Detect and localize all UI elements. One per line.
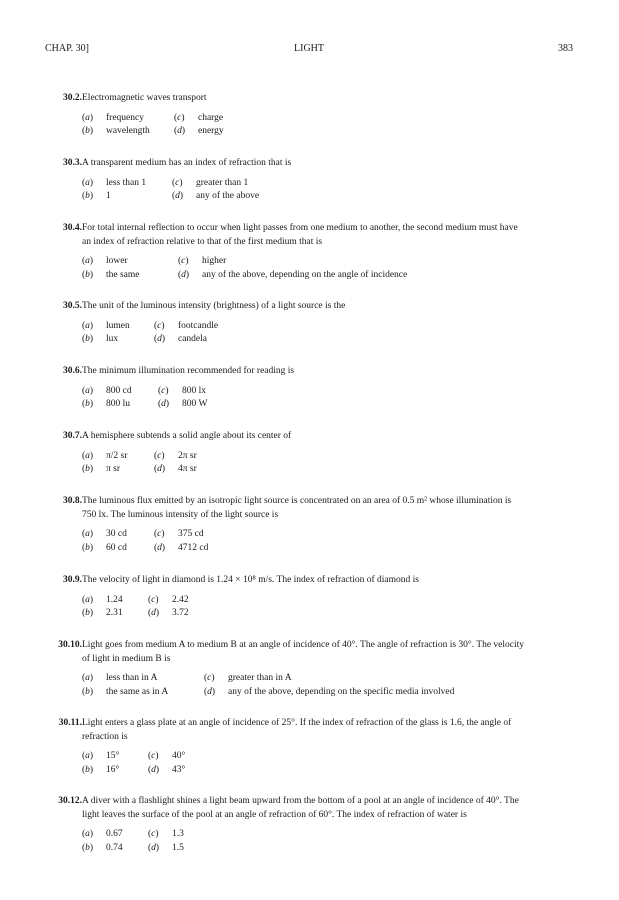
option-text: 43° bbox=[172, 764, 186, 775]
option-text: greater than in A bbox=[228, 673, 292, 683]
option-label: (c) bbox=[148, 751, 159, 761]
option-label: (b) bbox=[82, 842, 94, 853]
answer-option bbox=[82, 398, 158, 412]
page-title: LIGHT bbox=[294, 43, 324, 54]
option-text: 1.24 bbox=[106, 594, 123, 605]
answer-option bbox=[82, 828, 148, 842]
option-letter: b bbox=[85, 334, 90, 344]
answer-option bbox=[82, 112, 174, 126]
answer-option bbox=[82, 450, 154, 464]
option-text: 1.5 bbox=[172, 842, 184, 853]
stem-line: Electromagnetic waves transport bbox=[82, 93, 207, 103]
answer-option bbox=[154, 450, 197, 464]
answer-options bbox=[82, 594, 575, 621]
question bbox=[45, 365, 575, 412]
option-text: 2π sr bbox=[178, 450, 197, 461]
option-label: (d) bbox=[172, 191, 184, 201]
option-letter: a bbox=[85, 385, 90, 396]
option-label: (c) bbox=[174, 112, 185, 123]
question-number: 30.9. bbox=[63, 575, 82, 585]
question-number: 30.2. bbox=[63, 93, 82, 103]
answer-option bbox=[154, 320, 218, 334]
question bbox=[45, 92, 575, 139]
option-text: charge bbox=[198, 112, 224, 123]
option-label: (d) bbox=[174, 126, 186, 136]
stem-line: 750 lx. The luminous intensity of the light source is bbox=[82, 509, 279, 520]
option-text: 800 lx bbox=[182, 385, 207, 396]
option-letter: c bbox=[207, 673, 212, 683]
option-label: (c) bbox=[154, 529, 165, 539]
question-stem bbox=[82, 157, 575, 171]
answer-option bbox=[82, 333, 154, 347]
answer-option bbox=[172, 177, 248, 191]
answer-options bbox=[82, 112, 575, 139]
option-text: frequency bbox=[106, 112, 144, 123]
option-label: (d) bbox=[154, 334, 166, 344]
option-label: (a) bbox=[82, 112, 94, 123]
option-label: (a) bbox=[82, 594, 94, 605]
option-letter: a bbox=[85, 673, 90, 683]
option-label: (d) bbox=[154, 542, 166, 553]
option-label: (b) bbox=[82, 269, 94, 280]
answer-option bbox=[82, 125, 174, 139]
option-text: 800 lu bbox=[106, 399, 131, 409]
option-letter: b bbox=[85, 126, 90, 136]
page-number: 383 bbox=[558, 43, 573, 54]
option-letter: a bbox=[85, 829, 90, 839]
option-letter: b bbox=[85, 191, 90, 201]
question bbox=[45, 495, 575, 555]
option-letter: c bbox=[177, 112, 182, 123]
answer-option bbox=[148, 750, 185, 764]
question-number: 30.3. bbox=[63, 158, 82, 168]
question-number: 30.5. bbox=[63, 301, 82, 311]
question-number: 30.10. bbox=[58, 640, 82, 650]
answer-option bbox=[174, 125, 224, 139]
option-label: (c) bbox=[172, 177, 183, 188]
option-text: 0.74 bbox=[106, 842, 123, 853]
answer-options bbox=[82, 255, 575, 282]
question-stem bbox=[82, 92, 575, 106]
option-label: (c) bbox=[154, 320, 165, 331]
option-text: π/2 sr bbox=[106, 450, 128, 461]
question-number: 30.8. bbox=[63, 496, 82, 506]
option-letter: b bbox=[85, 269, 90, 280]
option-label: (d) bbox=[158, 399, 170, 409]
question-stem bbox=[82, 574, 575, 588]
answer-option bbox=[204, 686, 454, 700]
option-letter: b bbox=[85, 399, 90, 409]
option-letter: c bbox=[157, 529, 162, 539]
question-number: 30.4. bbox=[63, 223, 82, 233]
answer-option bbox=[82, 528, 154, 542]
question bbox=[45, 430, 575, 477]
option-text: 0.67 bbox=[106, 829, 123, 839]
option-text: 30 cd bbox=[106, 529, 127, 539]
option-letter: b bbox=[85, 764, 90, 775]
option-letter: a bbox=[85, 320, 90, 331]
option-label: (a) bbox=[82, 829, 94, 839]
option-text: any of the above bbox=[196, 191, 260, 201]
answer-option bbox=[158, 398, 207, 412]
option-letter: d bbox=[175, 191, 180, 201]
stem-line: The unit of the luminous intensity (brightness) of a light source is the bbox=[82, 301, 346, 311]
question-stem bbox=[82, 222, 575, 249]
option-text: 375 cd bbox=[178, 529, 204, 539]
question-stem bbox=[82, 365, 575, 379]
option-label: (b) bbox=[82, 399, 94, 409]
answer-option bbox=[154, 463, 197, 477]
answer-option bbox=[158, 385, 206, 399]
answer-option bbox=[82, 686, 204, 700]
option-text: 3.72 bbox=[172, 608, 189, 618]
option-label: (a) bbox=[82, 177, 94, 188]
answer-option bbox=[148, 764, 185, 778]
option-letter: b bbox=[85, 842, 90, 853]
answer-options bbox=[82, 828, 575, 855]
answer-options bbox=[82, 320, 575, 347]
answer-options bbox=[82, 450, 575, 477]
option-letter: d bbox=[157, 542, 162, 553]
answer-option bbox=[154, 542, 208, 556]
answer-options bbox=[82, 528, 575, 555]
stem-line: light leaves the surface of the pool at an angle of refraction of 60°. The index of refraction of water is bbox=[82, 809, 467, 820]
option-text: lower bbox=[106, 256, 128, 266]
answer-option bbox=[82, 463, 154, 477]
option-letter: d bbox=[151, 842, 156, 853]
question-stem bbox=[82, 717, 575, 744]
question bbox=[45, 717, 575, 777]
option-text: wavelength bbox=[106, 126, 150, 136]
question-number: 30.7. bbox=[63, 431, 82, 441]
question bbox=[45, 639, 575, 699]
question bbox=[45, 300, 575, 347]
question bbox=[45, 795, 575, 855]
option-text: the same as in A bbox=[106, 686, 169, 697]
answer-option bbox=[82, 269, 178, 283]
option-text: 800 W bbox=[182, 399, 208, 409]
option-text: candela bbox=[178, 334, 208, 344]
option-label: (d) bbox=[178, 269, 190, 280]
option-label: (a) bbox=[82, 256, 94, 266]
option-letter: c bbox=[151, 751, 156, 761]
question-number: 30.6. bbox=[63, 366, 82, 376]
option-text: lumen bbox=[106, 320, 130, 331]
option-label: (d) bbox=[204, 686, 216, 697]
option-text: any of the above, depending on the angle of incidence bbox=[202, 269, 408, 280]
option-label: (c) bbox=[158, 385, 169, 396]
option-letter: d bbox=[157, 334, 162, 344]
option-label: (d) bbox=[148, 842, 160, 853]
stem-line: The velocity of light in diamond is 1.24 × 10⁸ m/s. The index of refraction of diamond is bbox=[82, 575, 419, 585]
option-label: (b) bbox=[82, 126, 94, 136]
option-letter: d bbox=[161, 399, 166, 409]
stem-line: A transparent medium has an index of refraction that is bbox=[82, 158, 292, 168]
stem-line: A diver with a flashlight shines a light beam upward from the bottom of a pool at an angle of incidence of 40°. The bbox=[82, 796, 519, 806]
option-label: (a) bbox=[82, 751, 94, 761]
option-label: (a) bbox=[82, 320, 94, 331]
answer-option bbox=[154, 528, 204, 542]
option-label: (b) bbox=[82, 464, 94, 474]
option-label: (c) bbox=[154, 450, 165, 461]
answer-option bbox=[82, 190, 172, 204]
option-letter: a bbox=[85, 594, 90, 605]
option-letter: c bbox=[161, 385, 166, 396]
stem-line: The minimum illumination recommended for reading is bbox=[82, 366, 295, 376]
option-label: (b) bbox=[82, 334, 94, 344]
option-letter: a bbox=[85, 256, 90, 266]
question-number: 30.12. bbox=[58, 796, 82, 806]
answer-option bbox=[82, 542, 154, 556]
question bbox=[45, 574, 575, 621]
question-stem bbox=[82, 639, 575, 666]
answer-option bbox=[148, 607, 189, 621]
answer-option bbox=[82, 750, 148, 764]
option-letter: c bbox=[151, 829, 156, 839]
option-letter: d bbox=[151, 608, 156, 618]
option-text: 40° bbox=[172, 751, 186, 761]
answer-option bbox=[172, 190, 259, 204]
option-text: lux bbox=[106, 334, 119, 344]
question bbox=[45, 222, 575, 282]
option-letter: c bbox=[157, 320, 162, 331]
question-stem bbox=[82, 430, 575, 444]
option-text: footcandle bbox=[178, 320, 219, 331]
option-label: (b) bbox=[82, 608, 94, 618]
option-letter: a bbox=[85, 177, 90, 188]
option-text: energy bbox=[198, 126, 224, 136]
option-label: (d) bbox=[148, 608, 160, 618]
answer-option bbox=[82, 255, 178, 269]
answer-options bbox=[82, 672, 575, 699]
option-label: (b) bbox=[82, 686, 94, 697]
option-text: 4712 cd bbox=[178, 542, 209, 553]
option-letter: b bbox=[85, 464, 90, 474]
option-letter: c bbox=[151, 594, 156, 605]
option-text: 60 cd bbox=[106, 542, 127, 553]
option-text: π sr bbox=[106, 464, 121, 474]
option-letter: b bbox=[85, 542, 90, 553]
option-label: (a) bbox=[82, 673, 94, 683]
option-letter: a bbox=[85, 450, 90, 461]
question-stem bbox=[82, 795, 575, 822]
answer-option bbox=[82, 177, 172, 191]
option-label: (a) bbox=[82, 385, 94, 396]
answer-option bbox=[82, 842, 148, 856]
answer-option bbox=[148, 594, 189, 608]
option-text: greater than 1 bbox=[196, 177, 249, 188]
option-text: 16° bbox=[106, 764, 120, 775]
option-label: (a) bbox=[82, 529, 94, 539]
option-letter: c bbox=[157, 450, 162, 461]
option-text: 800 cd bbox=[106, 385, 132, 396]
stem-line: For total internal reflection to occur when light passes from one medium to another, the second medium must have bbox=[82, 223, 518, 233]
option-letter: b bbox=[85, 608, 90, 618]
chapter-label: CHAP. 30] bbox=[45, 43, 89, 54]
option-letter: a bbox=[85, 751, 90, 761]
page-header bbox=[45, 43, 573, 57]
option-label: (b) bbox=[82, 764, 94, 775]
option-text: 2.31 bbox=[106, 608, 123, 618]
option-label: (b) bbox=[82, 542, 94, 553]
stem-line: The luminous flux emitted by an isotropic light source is concentrated on an area of 0.5 m² whose illumination is bbox=[82, 496, 512, 506]
option-label: (c) bbox=[148, 594, 159, 605]
question-stem bbox=[82, 495, 575, 522]
answer-option bbox=[82, 672, 204, 686]
answer-option bbox=[82, 764, 148, 778]
option-label: (c) bbox=[204, 673, 215, 683]
option-text: 2.42 bbox=[172, 594, 189, 605]
option-text: 1.3 bbox=[172, 829, 184, 839]
answer-option bbox=[154, 333, 207, 347]
stem-line: Light goes from medium A to medium B at an angle of incidence of 40°. The angle of refraction is 30°. The velocity bbox=[82, 640, 525, 650]
option-label: (c) bbox=[178, 256, 189, 266]
option-label: (a) bbox=[82, 450, 94, 461]
option-letter: c bbox=[175, 177, 180, 188]
answer-option bbox=[178, 269, 407, 283]
option-text: less than in A bbox=[106, 673, 158, 683]
stem-line: Light enters a glass plate at an angle of incidence of 25°. If the index of refraction of the glass is 1.6, the angle of bbox=[82, 718, 512, 728]
stem-line: of light in medium B is bbox=[82, 653, 171, 664]
stem-line: an index of refraction relative to that of the first medium that is bbox=[82, 236, 323, 247]
option-label: (d) bbox=[154, 464, 166, 474]
answer-option bbox=[82, 607, 148, 621]
option-letter: a bbox=[85, 112, 90, 123]
option-letter: d bbox=[151, 764, 156, 775]
option-text: 15° bbox=[106, 751, 120, 761]
answer-option bbox=[82, 320, 154, 334]
answer-option bbox=[82, 594, 148, 608]
option-letter: b bbox=[85, 686, 90, 697]
option-text: the same bbox=[106, 269, 140, 280]
option-text: any of the above, depending on the specific media involved bbox=[228, 686, 455, 697]
answer-option bbox=[178, 255, 226, 269]
stem-line: refraction is bbox=[82, 731, 128, 742]
answer-option bbox=[174, 112, 223, 126]
option-text: 1 bbox=[106, 191, 111, 201]
question bbox=[45, 157, 575, 204]
option-text: less than 1 bbox=[106, 177, 147, 188]
answer-option bbox=[204, 672, 292, 686]
option-label: (d) bbox=[148, 764, 160, 775]
stem-line: A hemisphere subtends a solid angle about its center of bbox=[82, 431, 292, 441]
option-letter: d bbox=[157, 464, 162, 474]
answer-options bbox=[82, 385, 575, 412]
answer-option bbox=[82, 385, 158, 399]
option-letter: d bbox=[177, 126, 182, 136]
option-letter: c bbox=[181, 256, 186, 266]
answer-option bbox=[148, 842, 184, 856]
answer-options bbox=[82, 750, 575, 777]
option-letter: a bbox=[85, 529, 90, 539]
answer-option bbox=[148, 828, 184, 842]
option-text: 4π sr bbox=[178, 464, 197, 474]
option-letter: d bbox=[181, 269, 186, 280]
option-letter: d bbox=[207, 686, 212, 697]
option-text: higher bbox=[202, 256, 227, 266]
answer-options bbox=[82, 177, 575, 204]
option-label: (c) bbox=[148, 829, 159, 839]
question-stem bbox=[82, 300, 575, 314]
option-label: (b) bbox=[82, 191, 94, 201]
question-number: 30.11. bbox=[58, 718, 82, 728]
